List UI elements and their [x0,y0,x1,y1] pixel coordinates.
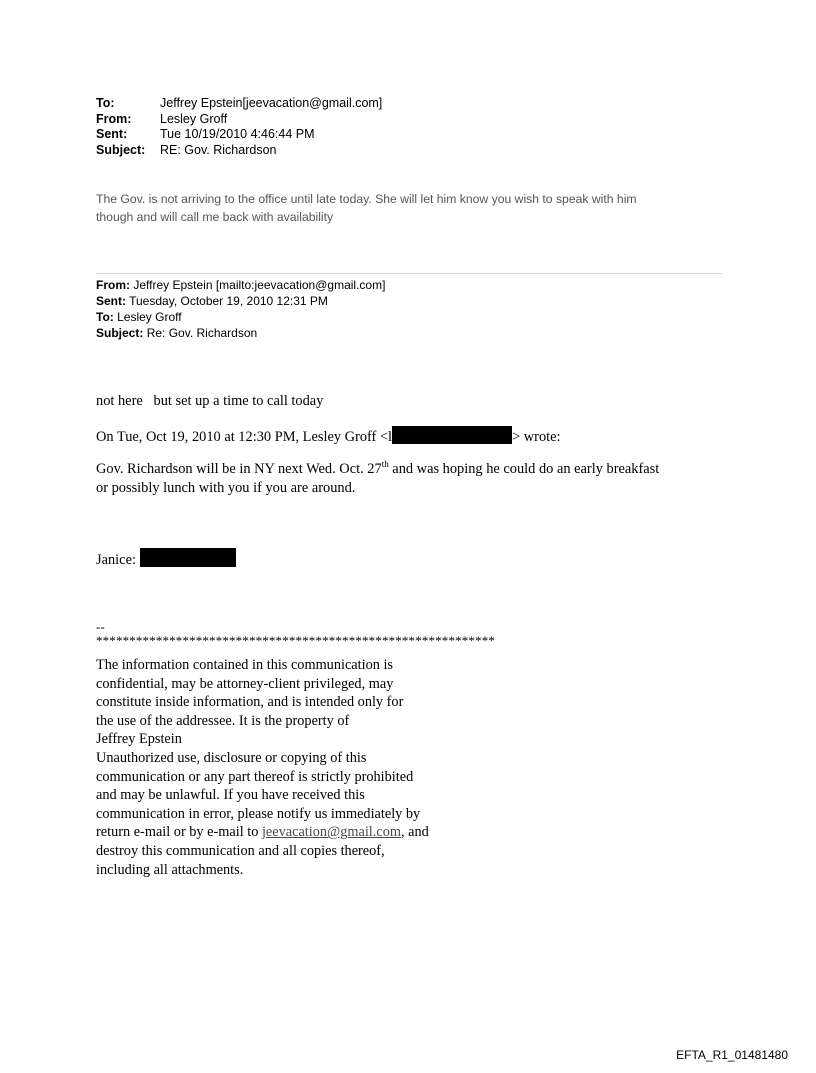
subject-label: Subject: [96,142,146,157]
signature-name: Janice: [96,552,140,568]
disclaimer-text: return e-mail or by e-mail to [96,824,262,841]
from-value: Lesley Groff [160,111,228,126]
header-subject-row [96,143,382,159]
from-label: From: [96,111,132,126]
body-text-a: Gov. Richardson will be in NY next Wed. Oct. 27 [96,461,382,477]
disclaimer-line: and may be unlawful. If you have received this [96,787,365,804]
quoted-body-line-2: or possibly lunch with you if you are around. [96,480,356,496]
to-label: To: [96,96,115,110]
asterisk-divider: ************************************************************ [96,633,495,648]
email-header [96,96,382,158]
attribution-suffix: > wrote: [512,429,561,445]
quoted-to-value: Lesley Groff [117,310,182,324]
reply-line-1: The Gov. is not arriving to the office until late today. She will let him know you wish to speak with him [96,192,637,206]
disclaimer-line: destroy this communication and all copies thereof, [96,842,385,859]
redaction-box [392,426,512,444]
disclaimer-line: The information contained in this communication is [96,657,393,673]
quoted-subject-label: Subject: [96,326,144,340]
reply-line-2: though and will call me back with availability [96,210,334,224]
email-link[interactable]: jeevacation@gmail.com [261,824,401,841]
header-from-row [96,112,382,128]
document-id: EFTA_R1_01481480 [676,1048,788,1062]
disclaimer-text: , and [400,824,429,841]
disclaimer-line: confidential, may be attorney-client privileged, may [96,675,394,692]
message-line-1: not here but set up a time to call today [96,393,324,409]
quoted-to-row [96,309,385,325]
quoted-body-line-1 [96,460,736,479]
subject-value: RE: Gov. Richardson [160,142,277,157]
quoted-sent-label: Sent: [96,294,126,308]
sent-label: Sent: [96,127,128,141]
quoted-to-label: To: [96,310,114,324]
quoted-subject-value: Re: Gov. Richardson [146,326,258,340]
disclaimer-line: Jeffrey Epstein [96,731,182,748]
header-to-row [96,96,382,112]
attribution-prefix: On Tue, Oct 19, 2010 at 12:30 PM, Lesley Groff <l [96,429,393,445]
disclaimer-line: Unauthorized use, disclosure or copying of this [96,749,367,766]
disclaimer-line: the use of the addressee. It is the property of [96,712,350,729]
reply-body [96,190,736,226]
signature [96,548,236,570]
confidentiality-disclaimer [96,656,429,879]
header-sent-row [96,127,382,143]
quoted-sent-value: Tuesday, October 19, 2010 12:31 PM [129,294,328,308]
body-text-b: and was hoping he could do an early breakfast [388,461,660,477]
disclaimer-line: communication or any part thereof is strictly prohibited [96,768,414,785]
quoted-header [96,277,385,341]
quoted-from-label: From: [96,278,130,292]
disclaimer-line: communication in error, please notify us immediately by [96,805,421,822]
disclaimer-line [96,823,429,842]
quoted-from-value: Jeffrey Epstein [mailto:jeevacation@gmail.com] [133,278,386,292]
quoted-subject-row [96,325,385,341]
quoted-body [96,460,736,498]
separator-line [96,273,722,274]
signature-dashes: -- [96,619,105,634]
quote-attribution [96,426,561,447]
redaction-box [140,548,236,567]
quoted-sent-row [96,293,385,309]
body-superscript: th [381,459,389,470]
sent-value: Tue 10/19/2010 4:46:44 PM [160,127,315,141]
disclaimer-line: including all attachments. [96,861,244,878]
to-value: Jeffrey Epstein[jeevacation@gmail.com] [160,96,383,110]
disclaimer-line: constitute inside information, and is intended only for [96,694,404,711]
quoted-from-row [96,277,385,293]
